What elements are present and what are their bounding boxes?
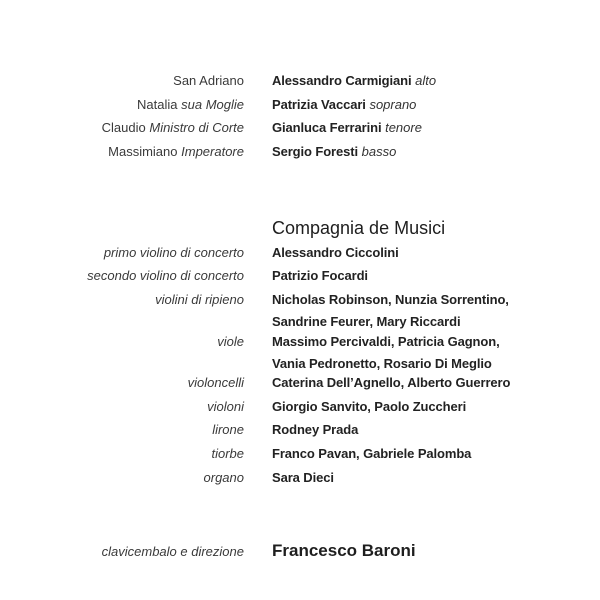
singer-credit [272,94,592,116]
player-names-line: Vania Pedronetto, Rosario Di Meglio [272,356,492,371]
ensemble-heading: Compagnia de Musici [272,218,446,238]
direction-role: clavicembalo e direzione [101,544,244,559]
player-names: Patrizio Focardi [272,268,368,283]
player-names: Franco Pavan, Gabriele Palomba [272,446,472,461]
character-name: Claudio [101,120,146,135]
singer-credit [272,70,592,92]
instrument-role: violini di ripieno [155,292,244,307]
character-role-note: Imperatore [181,144,244,159]
character-name: Natalia [137,97,178,112]
instrument-role: secondo violino di concerto [87,268,244,283]
character-role-note: Ministro di Corte [149,120,244,135]
singer-name: Sergio Foresti [272,144,359,159]
instrument-role: violoncelli [187,375,244,390]
player-names [272,331,592,375]
player-names: Rodney Prada [272,422,359,437]
voice-type: alto [415,73,437,88]
instrument-role: tiorbe [211,446,244,461]
character-name: Massimiano [108,144,178,159]
voice-type: tenore [385,120,422,135]
singer-credit [272,141,592,163]
character-role-note: sua Moglie [181,97,244,112]
player-names: Sara Dieci [272,470,334,485]
player-names: Caterina Dell’Agnello, Alberto Guerrero [272,375,511,390]
singer-name: Gianluca Ferrarini [272,120,382,135]
director-name: Francesco Baroni [272,541,416,560]
character-name: San Adriano [173,73,244,88]
player-names: Alessandro Ciccolini [272,245,399,260]
voice-type: basso [361,144,397,159]
character-label [108,141,244,163]
instrument-role: viole [217,334,244,349]
instrument-role: lirone [212,422,244,437]
character-label [173,70,244,92]
singer-name: Patrizia Vaccari [272,97,366,112]
instrument-role: violoni [207,399,244,414]
singer-credit [272,117,592,139]
singer-name: Alessandro Carmigiani [272,73,412,88]
instrument-role: organo [203,470,244,485]
voice-type: soprano [369,97,417,112]
player-names-line: Nicholas Robinson, Nunzia Sorrentino, [272,292,509,307]
player-names: Giorgio Sanvito, Paolo Zuccheri [272,399,467,414]
character-label [137,94,244,116]
instrument-role: primo violino di concerto [103,245,244,260]
character-label [102,117,244,139]
player-names-line: Massimo Percivaldi, Patricia Gagnon, [272,334,500,349]
player-names [272,289,592,333]
player-names-line: Sandrine Feurer, Mary Riccardi [272,314,461,329]
